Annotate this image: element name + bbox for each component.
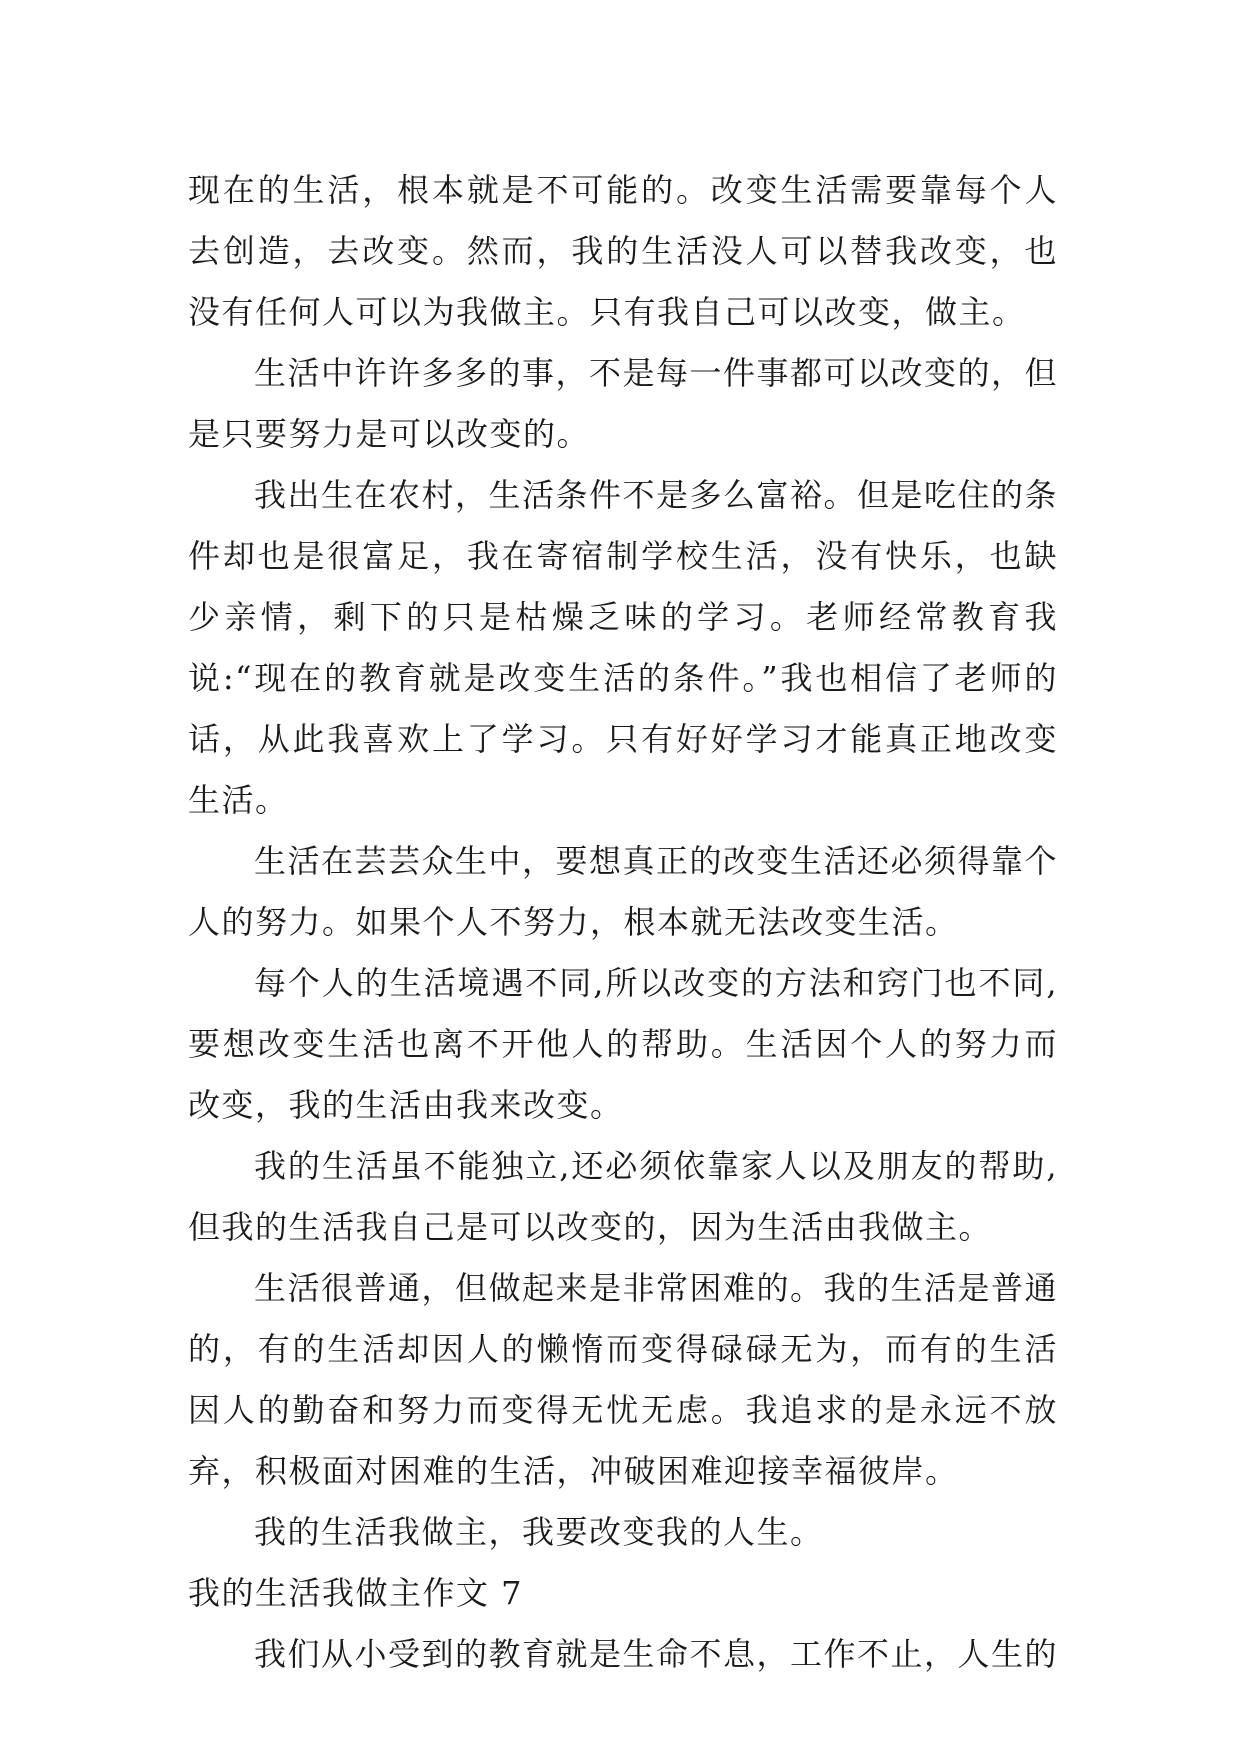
paragraph-5: 每个人的生活境遇不同,所以改变的方法和窍门也不同,要想改变生活也离不开他人的帮助。生活因个人的努力而改变，我的生活由我来改变。	[188, 964, 1058, 1124]
paragraph-3: 我出生在农村，生活条件不是多么富裕。但是吃住的条件却也是很富足，我在寄宿制学校生活，没有快乐，也缺少亲情，剩下的只是枯燥乏味的学习。老师经常教育我说:“现在的教育就是改变生活的条件。”我也相信了老师的话，从此我喜欢上了学习。只有好好学习才能真正地改变生活。	[188, 476, 1059, 819]
paragraph-2: 生活中许许多多的事，不是每一件事都可以改变的，但是只要努力是可以改变的。	[188, 354, 1059, 453]
paragraph-4: 生活在芸芸众生中，要想真正的改变生活还必须得靠个人的努力。如果个人不努力，根本就无法改变生活。	[188, 842, 1059, 941]
paragraph-8: 我的生活我做主，我要改变我的人生。	[254, 1513, 824, 1551]
section-heading: 我的生活我做主作文 7	[188, 1574, 524, 1612]
paragraph-6: 我的生活虽不能独立,还必须依靠家人以及朋友的帮助,但我的生活我自己是可以改变的，因为生活由我做主。	[188, 1147, 1058, 1246]
document-body	[188, 160, 1058, 1685]
paragraph-7: 生活很普通，但做起来是非常困难的。我的生活是普通的，有的生活却因人的懒惰而变得碌碌无为，而有的生活因人的勤奋和努力而变得无忧无虑。我追求的是永远不放弃，积极面对困难的生活，冲破困难迎接幸福彼岸。	[188, 1269, 1059, 1490]
paragraph-1: 现在的生活，根本就是不可能的。改变生活需要靠每个人去创造，去改变。然而，我的生活没人可以替我改变，也没有任何人可以为我做主。只有我自己可以改变，做主。	[188, 171, 1058, 331]
paragraph-9: 我们从小受到的教育就是生命不息，工作不止，人生的	[254, 1635, 1059, 1673]
